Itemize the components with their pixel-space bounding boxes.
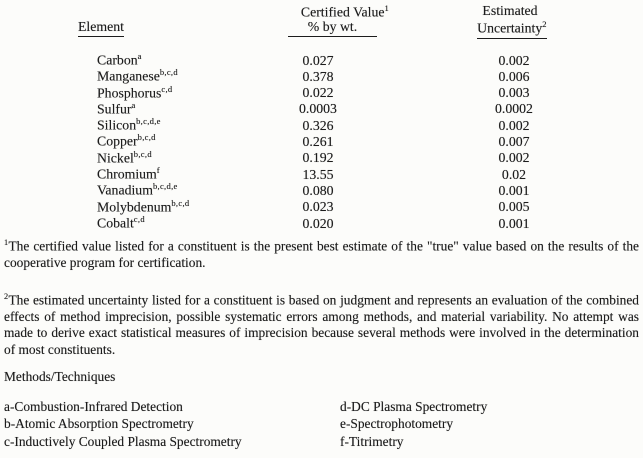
element-name-cell: Nickel$^{b,c,d}$ [97, 148, 152, 166]
table-row [0, 48, 643, 68]
uncertainty-cell: 0.002 [498, 150, 530, 166]
certified-value-cell: 0.022 [302, 85, 334, 101]
certified-value-cell: 0.0003 [299, 101, 337, 117]
footnote-1-text: The certified value listed for a constituent is the present best estimate of the "true" value based on the results of the cooperative program for certification. [4, 238, 639, 270]
method-item: c-Inductively Coupled Plasma Spectrometry [4, 433, 242, 449]
uncertainty-cell: 0.001 [498, 182, 530, 198]
uncertainty-cell: 0.006 [498, 68, 530, 84]
element-name-cell: Sulfur$^a$ [97, 99, 136, 117]
uncertainty-cell: 0.003 [498, 85, 530, 101]
method-superscript: b,c,d,e [136, 116, 161, 127]
method-item: d-DC Plasma Spectrometry [340, 399, 488, 414]
certified-value-cell: 0.027 [302, 52, 334, 68]
method-superscript: a [131, 99, 136, 110]
certified-value-cell: 0.080 [302, 182, 334, 198]
element-name-cell: Molybdenum$^{b,c,d}$ [97, 197, 190, 215]
method-item: e-Spectrophotometry [340, 416, 454, 432]
column-header-certified-value [270, 3, 420, 21]
methods-list-left [4, 398, 242, 450]
method-item: b-Atomic Absorption Spectrometry [4, 416, 194, 432]
certified-value-label: Certified Value [300, 4, 385, 20]
method-superscript: b,c,d [133, 148, 152, 159]
column-header-estimated: Estimated [482, 3, 538, 18]
uncertainty-cell: 0.001 [498, 215, 530, 231]
uncertainty-cell: 0.002 [498, 117, 530, 133]
uncertainty-footnote-ref: 2 [542, 19, 547, 29]
uncertainty-cell: 0.005 [498, 199, 530, 215]
methods-list-right [340, 398, 487, 450]
certified-value-cell: 0.326 [302, 117, 334, 133]
footnote-certified-value [4, 235, 639, 271]
method-superscript: c,d [161, 83, 173, 94]
method-superscript: c,d [133, 213, 145, 224]
uncertainty-cell: 0.002 [498, 52, 530, 68]
element-name-cell: Chromium$^f$ [97, 165, 160, 182]
certified-value-cell: 0.261 [302, 134, 334, 150]
method-superscript: b,c,d [171, 197, 190, 208]
element-name-cell: Copper$^{b,c,d}$ [97, 132, 156, 150]
column-header-element: Element [78, 19, 124, 37]
element-name-cell: Cobalt$^{c,d}$ [97, 213, 145, 231]
certified-value-cell: 0.020 [302, 215, 334, 231]
method-superscript: a [137, 51, 142, 61]
certified-value-cell: 13.55 [302, 166, 334, 182]
uncertainty-label: Uncertainty [477, 20, 543, 36]
method-superscript: b,c,d [137, 132, 156, 143]
method-item: a-Combustion-Infrared Detection [4, 399, 183, 414]
methods-techniques-heading: Methods/Techniques [4, 369, 116, 384]
certified-value-cell: 0.023 [302, 199, 334, 215]
method-superscript: b,c,d [159, 67, 178, 78]
uncertainty-cell: 0.0002 [495, 101, 533, 117]
element-name-cell: Vanadium$^{b,c,d,e}$ [97, 181, 178, 198]
certified-value-cell: 0.378 [302, 68, 334, 84]
footnote-2-marker: 2 [4, 292, 9, 301]
footnote-1-marker: 1 [4, 238, 9, 247]
uncertainty-cell: 0.02 [501, 166, 527, 182]
uncertainty-cell: 0.007 [498, 134, 530, 150]
column-header-uncertainty [450, 19, 574, 39]
method-superscript: b,c,d,e [152, 181, 178, 192]
method-superscript: f [156, 165, 160, 176]
certified-value-footnote-ref: 1 [384, 3, 390, 13]
table-body [0, 48, 643, 231]
column-header-percent-by-wt: % by wt. [288, 19, 377, 37]
footnote-2-text: The estimated uncertainty listed for a constituent is based on judgment and represents an evaluation of the combined effects of method imprecision, possible systematic errors among methods, and material variability. No attempt was made to derive exact statistical measures of imprecision because several methods were involved in the determination of most constituents. [4, 292, 639, 357]
method-item: f-Titrimetry [340, 433, 404, 449]
certified-value-cell: 0.192 [302, 150, 334, 166]
footnote-uncertainty [4, 289, 639, 358]
element-name-cell: Phosphorus$^{c,d}$ [97, 83, 173, 101]
element-name-cell: Silicon$^{b,c,d,e}$ [97, 116, 161, 133]
element-name-cell: Manganese$^{b,c,d}$ [97, 67, 178, 84]
element-name-cell: Carbon$^a$ [97, 51, 142, 68]
